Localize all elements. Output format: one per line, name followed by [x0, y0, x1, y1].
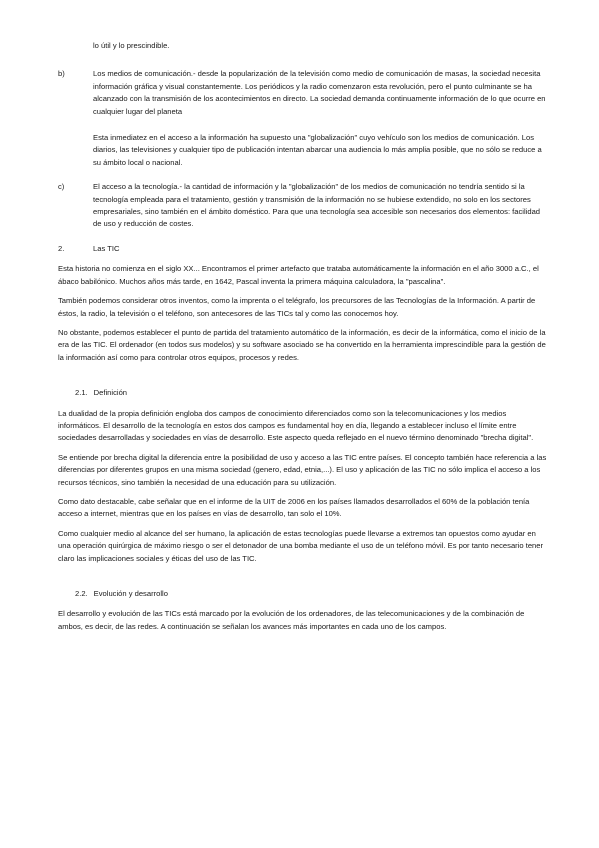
section-heading-2-2 — [75, 588, 547, 600]
section-title: Evolución y desarrollo — [93, 589, 168, 598]
intro-tail: lo útil y lo prescindible. — [93, 41, 170, 50]
paragraph: Como cualquier medio al alcance del ser humano, la aplicación de estas tecnologías puede llevarse a extremos tan opuestos como ayudar en una operación quirúrgica de máximo riesgo o ser el detonador de una bomba mediante el uso de un teléfono móvil. Es por tanto necesario tener claro las implicaciones sociales y éticas del uso de las TIC. — [58, 528, 544, 563]
paragraph: Esta historia no comienza en el siglo XX... Encontramos el primer artefacto que trataba automáticamente la información en el año 3000 a.C., el ábaco babilónico. Muchos años más tarde, en 1642, Pascal inventa la primera máquina calculadora, la "pascalina". — [58, 264, 539, 286]
section-heading-2 — [58, 243, 547, 255]
paragraph: Se entiende por brecha digital la diferencia entre la posibilidad de uso y acceso a las TIC entre países. El concepto también hace referencia a las diferencias por diferentes grupos en una misma sociedad (genero, edad, etnia,...). El uso y aplicación de las TIC no sólo implica el acceso a los recursos técnicos, sino también la necesidad de una educación para su utilización. — [58, 452, 547, 487]
list-item-text: El acceso a la tecnología.- la cantidad de información y la "globalización" de los medios de comunicación no tendría sentido si la tecnología empleada para el tratamiento, gestión y transmisión de la información no se hubiese extendido, no solo en los sectores empresariales, sino también en el ámbito doméstico. Para que una tecnología sea accesible son necesarios dos elementos: facilidad de uso y reducción de costes. — [93, 182, 541, 229]
list-marker: c) — [58, 182, 65, 192]
section-title: Definición — [93, 388, 128, 398]
list-item-text: Los medios de comunicación.- desde la popularización de la televisión como medio de comunicación de masas, la sociedad necesita información gráfica y visual constantemente. Los periódicos y la radio comenzaron esta revolución, pero el punto culminante se ha alcanzado con la transmisión de los acontecimientos en directo. La sociedad demanda continuamente información de lo que ocurre en cualquier lugar del planeta — [93, 69, 546, 116]
section-number: 2.1. — [75, 388, 88, 398]
paragraph: La dualidad de la propia definición engloba dos campos de conocimiento diferenciados como son la telecomunicaciones y los medios informáticos. El desarrollo de la tecnología en estos dos campos es fundamental hoy en día, llegando a establecer incluso el límite entre sociedades desarrolladas y sociedades en vías de desarrollo. Este aspecto queda reflejado en el nuevo término denominado "brecha digital". — [58, 408, 534, 443]
list-item-b — [58, 68, 547, 118]
list-item-extra: Esta inmediatez en el acceso a la información ha supuesto una "globalización" cuyo vehículo son los medios de comunicación. Los diarios, las televisiones y cualquier tipo de publicación intentan abarcar una audiencia lo más amplia posible, que no sólo se reduce a su ámbito local o nacional. — [93, 133, 542, 167]
section-number: 2.2. — [75, 589, 88, 598]
section-title: Las TIC — [93, 243, 120, 253]
section-number: 2. — [58, 243, 65, 253]
list-marker: b) — [58, 69, 65, 79]
section-heading-2-1 — [75, 387, 547, 399]
paragraph: Como dato destacable, cabe señalar que en el informe de la UIT de 2006 en los países llamados desarrollados el 60% de la población tenía acceso a internet, mientras que en los países en vías de desarrollo, tan solo el 10%. — [58, 496, 530, 519]
paragraph: No obstante, podemos establecer el punto de partida del tratamiento automático de la información, es decir de la informática, como el inicio de la era de las TIC. El ordenador (en todos sus modelos) y su software asociado se ha convertido en la herramienta imprescindible para la gestión de la información así como para controlar otros equipos, procesos y redes. — [58, 327, 546, 362]
list-item-c — [58, 181, 547, 231]
paragraph: También podemos considerar otros inventos, como la imprenta o el telégrafo, los precursores de las Tecnologías de la Información. A partir de éstos, la radio, la televisión o el teléfono, son antecesores de las TICs tal y como las conocemos hoy. — [58, 296, 536, 318]
paragraph: El desarrollo y evolución de las TICs está marcado por la evolución de los ordenadores, de las telecomunicaciones y de la combinación de ambos, es decir, de las redes. A continuación se señalan los avances más importantes en cada uno de los campos. — [58, 609, 525, 631]
